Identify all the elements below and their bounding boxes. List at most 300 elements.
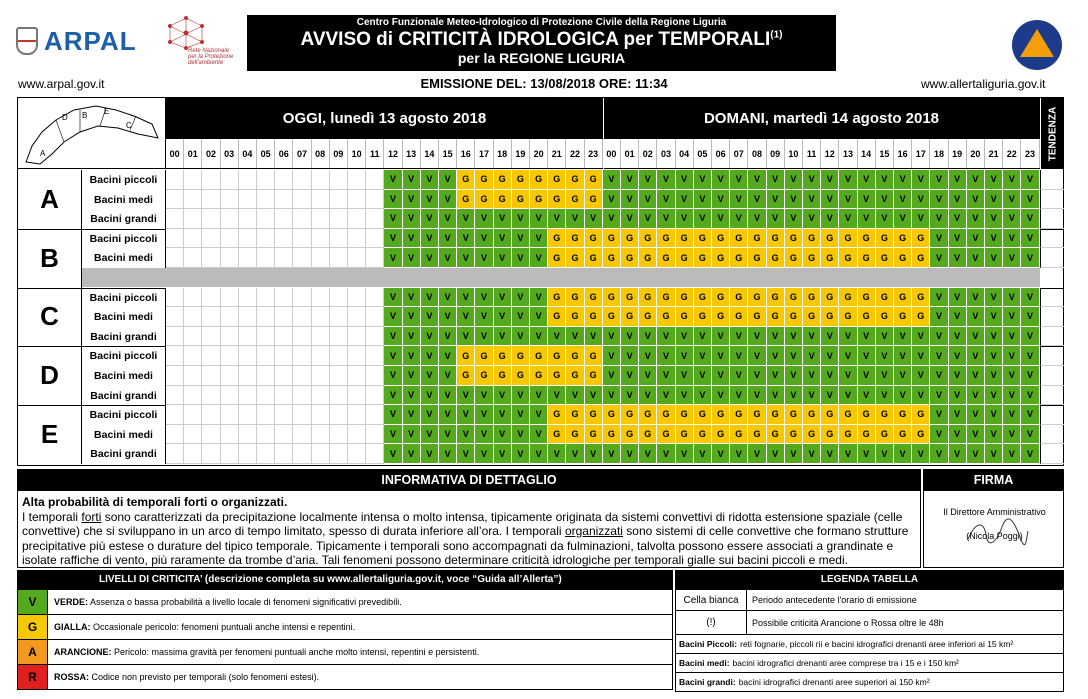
hour-cell: V <box>403 307 421 327</box>
hour-cell <box>348 366 366 386</box>
tendenza-cell <box>1040 209 1064 229</box>
hour-cell <box>184 190 202 210</box>
hour-cell <box>275 209 293 229</box>
hour-cell <box>221 248 239 268</box>
hour-cell: V <box>1003 229 1021 249</box>
hour-cell: V <box>858 327 876 347</box>
hour-cell: V <box>930 170 948 190</box>
hour-cell: V <box>767 190 785 210</box>
hour-cell: V <box>403 346 421 366</box>
hour-cell: V <box>676 386 694 406</box>
hour-cell <box>348 248 366 268</box>
hour-cell <box>239 425 257 445</box>
hour-cell: V <box>548 209 566 229</box>
hour-cell: G <box>676 229 694 249</box>
hour-cell: V <box>967 229 985 249</box>
hour-cell <box>348 444 366 464</box>
hour-label: 04 <box>239 139 257 168</box>
hour-cell: V <box>1021 209 1039 229</box>
hour-cell: G <box>475 190 493 210</box>
hour-cell: V <box>639 366 657 386</box>
hour-cell: G <box>566 307 584 327</box>
hour-cell <box>202 386 220 406</box>
hour-cell: V <box>639 386 657 406</box>
hour-cell: V <box>967 405 985 425</box>
hour-cell: V <box>512 327 530 347</box>
hour-cell: G <box>894 307 912 327</box>
hour-cell: V <box>930 444 948 464</box>
hour-cell: V <box>985 444 1003 464</box>
hour-cell: G <box>730 229 748 249</box>
tendenza-cell <box>1040 248 1064 268</box>
hour-label: 02 <box>639 139 657 168</box>
hour-cell <box>312 327 330 347</box>
hour-cell <box>166 209 184 229</box>
hour-cell: V <box>475 425 493 445</box>
hour-cell: G <box>785 425 803 445</box>
hour-cell: V <box>967 386 985 406</box>
hour-cell <box>312 366 330 386</box>
livelli-heading: LIVELLI DI CRITICITA’ (descrizione completa su www.allertaliguria.gov.it, voce “Guida all’Allerta”) <box>17 570 673 590</box>
hour-cell: G <box>767 307 785 327</box>
level-code: G <box>18 615 48 639</box>
hour-cell <box>166 346 184 366</box>
hour-cell: V <box>421 190 439 210</box>
hour-cell: V <box>803 366 821 386</box>
hour-cell: V <box>439 366 457 386</box>
hour-cell: V <box>748 327 766 347</box>
level-verde <box>17 590 673 615</box>
hour-cell: V <box>839 190 857 210</box>
hour-cell: G <box>785 248 803 268</box>
hour-cell: V <box>858 346 876 366</box>
hour-cell: V <box>730 327 748 347</box>
hour-label: 18 <box>494 139 512 168</box>
zone-letter: D <box>18 346 82 405</box>
hour-cell: V <box>439 288 457 308</box>
hour-cell: V <box>603 209 621 229</box>
hour-cell <box>275 248 293 268</box>
hour-cell: V <box>603 170 621 190</box>
hour-label: 15 <box>439 139 457 168</box>
hour-cell: V <box>1021 444 1039 464</box>
hour-cell <box>239 229 257 249</box>
hour-cell: V <box>930 366 948 386</box>
hour-cell: V <box>821 190 839 210</box>
hour-cell: V <box>494 444 512 464</box>
hour-cell <box>330 229 348 249</box>
hour-cell: G <box>548 190 566 210</box>
svg-text:D: D <box>62 113 68 122</box>
hour-cell <box>293 229 311 249</box>
hour-cell: G <box>566 288 584 308</box>
hour-label: 10 <box>785 139 803 168</box>
hour-cell: V <box>1003 209 1021 229</box>
hour-label: 23 <box>1021 139 1039 168</box>
hour-cell: V <box>621 209 639 229</box>
hour-cell: V <box>949 190 967 210</box>
hour-cell: V <box>858 444 876 464</box>
hour-cell: V <box>767 444 785 464</box>
hour-cell <box>330 327 348 347</box>
disabled-row <box>82 268 1040 287</box>
hour-cell: V <box>912 209 930 229</box>
tendenza-cell <box>1040 229 1064 249</box>
hour-cell: G <box>748 307 766 327</box>
hour-cell: G <box>876 405 894 425</box>
basin-size-label: Bacini piccoli <box>82 405 166 425</box>
hour-cell: G <box>494 366 512 386</box>
hour-cell: V <box>403 327 421 347</box>
hour-cell <box>366 444 384 464</box>
hour-cell <box>275 405 293 425</box>
hour-cell: V <box>985 288 1003 308</box>
hour-label: 13 <box>403 139 421 168</box>
hour-cell <box>348 229 366 249</box>
hour-cell: V <box>512 307 530 327</box>
hour-cell <box>166 444 184 464</box>
hour-cell: V <box>894 170 912 190</box>
hour-cell: G <box>621 229 639 249</box>
hour-cell <box>239 170 257 190</box>
hour-cell <box>348 307 366 327</box>
hour-cell: V <box>494 386 512 406</box>
hour-label: 17 <box>912 139 930 168</box>
hour-cell: V <box>421 307 439 327</box>
rete-nazionale-logo <box>166 16 242 68</box>
tendenza-cell <box>1040 307 1064 327</box>
hour-cell: V <box>748 386 766 406</box>
hour-cell: G <box>657 288 675 308</box>
hour-cell: V <box>384 425 402 445</box>
hour-cell <box>239 327 257 347</box>
hour-cell: V <box>785 346 803 366</box>
hour-cell: V <box>566 209 584 229</box>
hour-label: 04 <box>676 139 694 168</box>
hour-cell: V <box>767 327 785 347</box>
hour-cell: V <box>694 346 712 366</box>
hour-cell: G <box>748 229 766 249</box>
hour-cell <box>257 386 275 406</box>
hour-cell <box>293 386 311 406</box>
hour-cell: V <box>785 327 803 347</box>
hour-cell: V <box>894 209 912 229</box>
hour-cell: G <box>785 405 803 425</box>
hour-cell <box>166 405 184 425</box>
informativa-title: Alta probabilità di temporali forti o organizzati. <box>22 495 288 509</box>
hour-cell: V <box>876 346 894 366</box>
hour-cell: V <box>785 444 803 464</box>
hour-cell: V <box>876 386 894 406</box>
hour-cell: V <box>839 444 857 464</box>
hour-cell: V <box>694 170 712 190</box>
level-name: ARANCIONE: <box>54 647 112 657</box>
hour-label: 06 <box>275 139 293 168</box>
hour-cell <box>202 405 220 425</box>
hour-cell: V <box>949 288 967 308</box>
hour-cell: G <box>785 229 803 249</box>
hour-cell: G <box>894 288 912 308</box>
hour-cell: G <box>839 405 857 425</box>
hour-cell: G <box>585 405 603 425</box>
legenda-cella-bianca <box>675 590 1064 611</box>
hour-cell: V <box>421 229 439 249</box>
hour-cell: V <box>457 405 475 425</box>
hour-cell: V <box>1003 425 1021 445</box>
hour-cell: V <box>621 444 639 464</box>
hour-cell: G <box>839 425 857 445</box>
hour-cell <box>202 425 220 445</box>
hour-cell: V <box>949 307 967 327</box>
hour-cell: V <box>585 209 603 229</box>
tendenza-cell <box>1040 425 1064 445</box>
hour-cell: G <box>585 425 603 445</box>
hour-cell <box>257 366 275 386</box>
hour-cell: V <box>803 190 821 210</box>
basin-size-label: Bacini grandi <box>82 209 166 229</box>
hour-cell <box>184 209 202 229</box>
hour-cell: V <box>530 425 548 445</box>
hour-cell: V <box>421 327 439 347</box>
hour-cell <box>275 190 293 210</box>
hour-cell: V <box>1003 386 1021 406</box>
hour-cell <box>330 288 348 308</box>
liguria-shield-icon <box>16 27 38 55</box>
hour-cell <box>257 170 275 190</box>
basin-size-label: Bacini medi <box>82 425 166 445</box>
level-code: V <box>18 590 48 614</box>
hour-cell <box>184 170 202 190</box>
hour-cell: G <box>548 346 566 366</box>
hour-cell <box>239 386 257 406</box>
hour-cell: V <box>384 366 402 386</box>
hour-cell <box>293 307 311 327</box>
hour-cell: G <box>876 425 894 445</box>
hour-cell <box>239 288 257 308</box>
hour-cell: V <box>384 288 402 308</box>
hour-cell: V <box>694 366 712 386</box>
hour-cell: G <box>621 425 639 445</box>
hour-cell: V <box>475 209 493 229</box>
level-arancione <box>17 640 673 665</box>
hour-cell: V <box>403 190 421 210</box>
zone-letter: B <box>18 229 82 288</box>
hour-cell <box>166 327 184 347</box>
arpal-url-link[interactable]: www.arpal.gov.it <box>18 77 105 91</box>
hour-cell <box>184 288 202 308</box>
hour-cell <box>221 327 239 347</box>
hour-cell <box>202 170 220 190</box>
hour-cell: V <box>403 366 421 386</box>
hour-cell <box>330 346 348 366</box>
tendenza-cell <box>1040 346 1064 366</box>
hour-cell <box>275 307 293 327</box>
hour-label: 05 <box>694 139 712 168</box>
hour-cell: V <box>985 405 1003 425</box>
tendenza-cell <box>1040 405 1064 425</box>
hour-cell <box>202 190 220 210</box>
hour-cell: G <box>621 248 639 268</box>
hour-cell: V <box>930 248 948 268</box>
level-code: R <box>18 665 48 689</box>
hour-cell: G <box>694 307 712 327</box>
hour-label: 07 <box>730 139 748 168</box>
hour-cell: G <box>603 307 621 327</box>
hour-cell: V <box>949 229 967 249</box>
hour-label: 20 <box>530 139 548 168</box>
tendenza-cell <box>1040 288 1064 308</box>
hour-cell: G <box>858 288 876 308</box>
hour-cell: V <box>876 209 894 229</box>
hour-cell: V <box>985 327 1003 347</box>
arpal-logo-text: ARPAL <box>44 25 137 56</box>
hour-cell <box>312 248 330 268</box>
hour-cell: G <box>475 346 493 366</box>
hour-cell: V <box>949 366 967 386</box>
hour-cell: V <box>967 170 985 190</box>
hour-cell: G <box>475 366 493 386</box>
basin-size-label: Bacini piccoli <box>82 170 166 190</box>
hour-cell: G <box>858 248 876 268</box>
hour-cell: V <box>1021 307 1039 327</box>
allertaliguria-url-link[interactable]: www.allertaliguria.gov.it <box>921 77 1046 91</box>
hour-cell: V <box>967 366 985 386</box>
hour-cell <box>166 248 184 268</box>
hour-cell <box>330 425 348 445</box>
hour-cell <box>202 327 220 347</box>
svg-text:B: B <box>82 111 88 120</box>
hour-cell: G <box>603 288 621 308</box>
firma-name: (Nicola Poggi) <box>966 531 1023 541</box>
hour-cell: V <box>384 248 402 268</box>
hour-cell: V <box>475 327 493 347</box>
hour-cell: V <box>439 386 457 406</box>
hour-cell <box>275 444 293 464</box>
today-label: OGGI, lunedì 13 agosto 2018 <box>282 110 487 127</box>
hour-cell: V <box>530 288 548 308</box>
hour-cell: V <box>494 248 512 268</box>
level-name: VERDE: <box>54 597 89 607</box>
hour-cell <box>202 444 220 464</box>
hour-cell: V <box>858 190 876 210</box>
hour-cell <box>257 248 275 268</box>
hour-cell <box>184 307 202 327</box>
hour-cell: V <box>821 366 839 386</box>
legenda-key: Cella bianca <box>676 590 747 610</box>
hour-cell <box>330 209 348 229</box>
hour-label: 06 <box>712 139 730 168</box>
hour-cell: G <box>548 405 566 425</box>
hour-cell: G <box>512 170 530 190</box>
hour-cell: G <box>803 288 821 308</box>
hour-cell: V <box>403 405 421 425</box>
informativa-text: I temporali forti sono caratterizzati da precipitazione localmente intensa o molto intensa, tipicamente originata da sistemi convettivi di ridotta estensione spaziale (celle convettive) che si sviluppano in un arco di tempo limitato, spesso di durata inferiore all’ora. I temporali organizzati sono sistemi di celle convettive che formano strutture precipitative più estese o durature del tipico temporale. Tipicamente i temporali sono accompagnati da fulminazioni, talvolta possono essere associati a grandinate e isolate raffiche di vento, più raramente da trombe d’aria. Tali fenomeni possono determinare criticità idrologiche per temporali gialle sui bacini piccoli e medi. <box>22 509 909 567</box>
hour-cell: G <box>530 190 548 210</box>
hour-cell: G <box>457 346 475 366</box>
hour-cell: G <box>585 346 603 366</box>
hour-cell: G <box>639 307 657 327</box>
tendenza-cell <box>1040 366 1064 386</box>
hour-cell <box>366 425 384 445</box>
hour-cell: V <box>821 346 839 366</box>
hour-cell: V <box>712 170 730 190</box>
hour-cell: V <box>1021 405 1039 425</box>
hour-cell: G <box>821 405 839 425</box>
basin-size-label: Bacini grandi <box>82 327 166 347</box>
hour-cell <box>312 288 330 308</box>
hour-cell: V <box>985 170 1003 190</box>
hour-cell: V <box>949 386 967 406</box>
hour-cell <box>275 288 293 308</box>
hour-cell <box>293 366 311 386</box>
hour-cell: V <box>1021 229 1039 249</box>
hour-cell: V <box>384 307 402 327</box>
hour-cell: V <box>585 444 603 464</box>
hour-cell: G <box>730 425 748 445</box>
hour-cell: V <box>985 209 1003 229</box>
hour-label: 21 <box>985 139 1003 168</box>
hour-cell: V <box>730 190 748 210</box>
hour-label: 13 <box>839 139 857 168</box>
hour-cell <box>166 366 184 386</box>
hour-cell: V <box>639 327 657 347</box>
hour-cell: V <box>457 229 475 249</box>
hour-cell: G <box>876 229 894 249</box>
hour-cell: G <box>748 425 766 445</box>
hour-cell: V <box>839 346 857 366</box>
level-code: A <box>18 640 48 664</box>
hour-cell <box>166 229 184 249</box>
hour-label: 15 <box>876 139 894 168</box>
hour-cell: V <box>930 425 948 445</box>
hour-label: 05 <box>257 139 275 168</box>
hour-cell: V <box>421 288 439 308</box>
hour-cell <box>348 405 366 425</box>
hour-cell: G <box>512 366 530 386</box>
hour-label: 11 <box>366 139 384 168</box>
hour-cell <box>330 190 348 210</box>
hour-cell <box>312 229 330 249</box>
hour-cell <box>166 425 184 445</box>
hour-cell: V <box>657 386 675 406</box>
hour-cell: G <box>603 405 621 425</box>
hour-cell: G <box>894 248 912 268</box>
hour-cell <box>293 425 311 445</box>
hour-cell <box>184 386 202 406</box>
hour-cell: V <box>384 209 402 229</box>
hour-cell: V <box>876 366 894 386</box>
hour-cell: V <box>676 327 694 347</box>
hour-label: 07 <box>293 139 311 168</box>
hour-cell <box>348 386 366 406</box>
hour-cell: V <box>639 190 657 210</box>
hour-cell: V <box>694 209 712 229</box>
hour-cell <box>330 386 348 406</box>
hour-cell: V <box>876 170 894 190</box>
hour-label: 10 <box>348 139 366 168</box>
hour-cell <box>312 386 330 406</box>
hour-cell <box>202 288 220 308</box>
hour-cell: G <box>457 170 475 190</box>
hour-cell: V <box>730 444 748 464</box>
hour-cell: V <box>384 346 402 366</box>
hour-cell: V <box>930 327 948 347</box>
protezione-civile-triangle-icon <box>1020 29 1054 57</box>
hour-cell: G <box>585 288 603 308</box>
hour-cell: V <box>421 386 439 406</box>
hour-cell: G <box>730 307 748 327</box>
hour-cell: V <box>803 386 821 406</box>
